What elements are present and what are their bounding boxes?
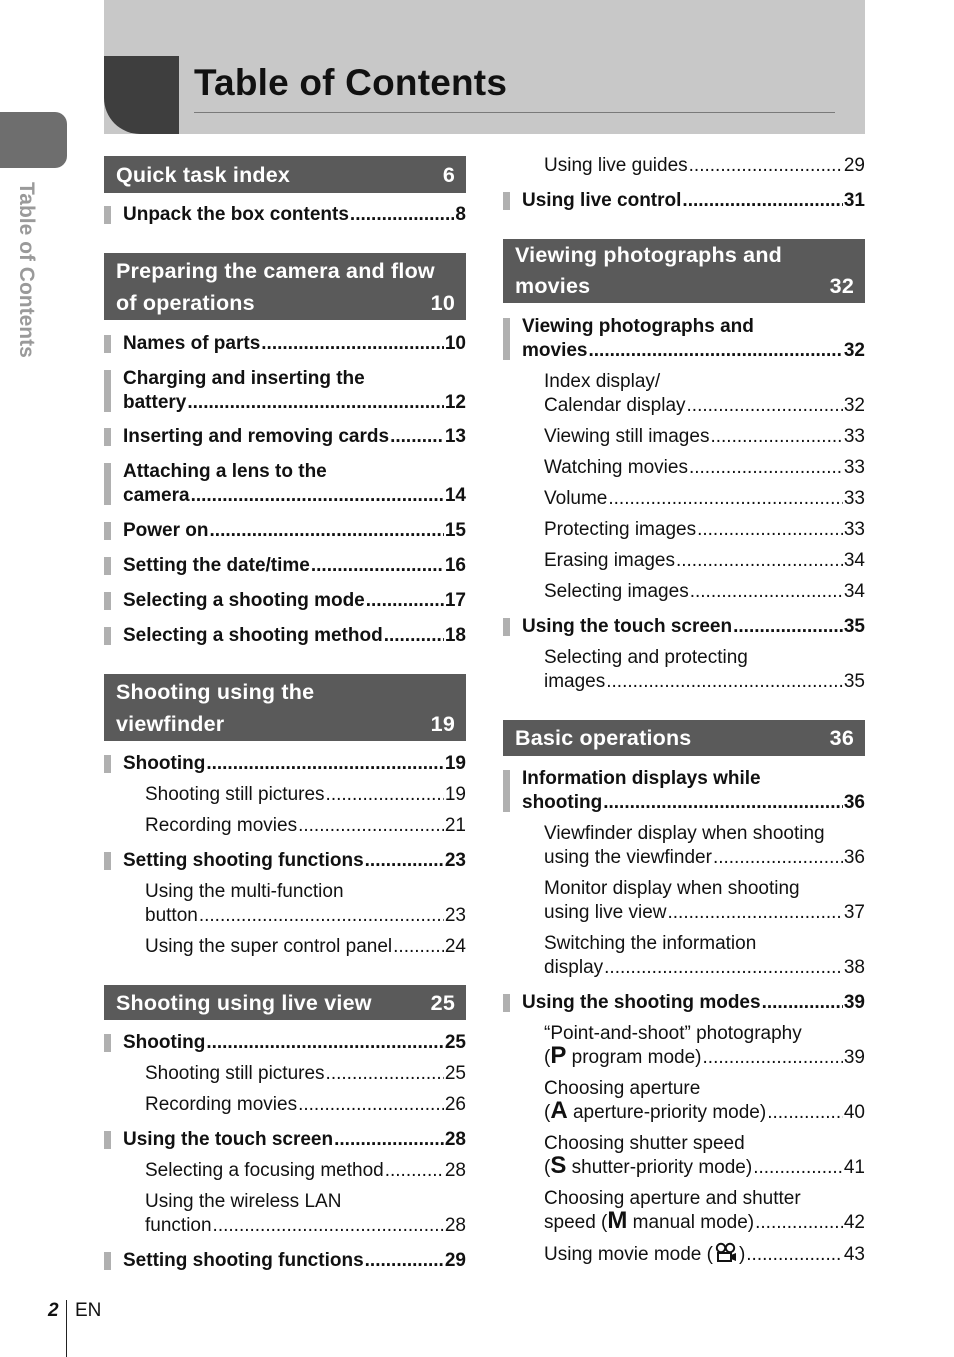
toc-entry-names-of-parts[interactable] (104, 332, 466, 356)
entry-text: Using the touch screen (123, 1129, 334, 1150)
toc-entry-lv-touch[interactable] (104, 1128, 466, 1152)
entry-page: 25 (444, 1032, 466, 1053)
entry-text: Shooting still pictures (145, 1063, 325, 1084)
entry-text: Selecting and protecting (544, 647, 748, 668)
entry-text-cont: using the viewfinder (544, 847, 712, 868)
page-title: Table of Contents (194, 62, 508, 103)
entry-text: Using live control (522, 190, 682, 211)
section-title: Shooting using the viewfinder (116, 680, 315, 736)
toc-entry-aperture-priority[interactable] (503, 1077, 865, 1125)
entry-page: 25 (444, 1063, 466, 1084)
entry-text: Viewing still images (544, 426, 710, 447)
entry-text: Unpack the box contents (123, 204, 349, 225)
toc-entry-lv-shooting[interactable] (104, 1031, 466, 1055)
entry-text: Watching movies (544, 457, 688, 478)
entry-text-cont: program mode) (566, 1047, 702, 1068)
footer-rule (66, 1300, 67, 1357)
entry-page: 10 (444, 333, 466, 354)
entry-text: Setting shooting functions (123, 850, 364, 871)
toc-entry-live-control[interactable] (503, 189, 865, 213)
side-tab-label: Table of Contents (15, 182, 38, 358)
entry-page: 35 (843, 671, 865, 692)
entry-text: Information displays while (522, 768, 761, 789)
section-live-view[interactable] (104, 985, 466, 1020)
entry-page: 36 (843, 792, 865, 813)
entry-page: 37 (843, 902, 865, 923)
entry-text: Shooting still pictures (145, 784, 325, 805)
entry-text: Charging and inserting the (123, 368, 365, 389)
entry-text: Using the shooting modes (522, 992, 761, 1013)
entry-page: 41 (843, 1157, 865, 1178)
entry-text: Index display/ (544, 371, 661, 392)
entry-page: 39 (843, 1047, 865, 1068)
toc-entry-watching-movies[interactable] (503, 456, 865, 480)
entry-text: Monitor display when shooting (544, 878, 800, 899)
entry-text: Selecting a shooting method (123, 625, 383, 646)
toc-entry-monitor-display[interactable] (503, 877, 865, 925)
entry-text-pre: speed ( (544, 1212, 608, 1233)
toc-entry-vf-display[interactable] (503, 822, 865, 870)
toc-entry-index-display[interactable] (503, 370, 865, 418)
section-page: 19 (430, 712, 455, 736)
entry-page: 23 (444, 850, 466, 871)
section-title: Shooting using live view (116, 991, 372, 1015)
entry-text: Viewing photographs and (522, 316, 754, 337)
entry-text: Recording movies (145, 815, 298, 836)
entry-text-cont: movies (522, 340, 588, 361)
toc-entry-lv-movies[interactable] (104, 1093, 466, 1117)
header-accent-block (104, 56, 179, 134)
entry-page: 19 (444, 784, 466, 805)
entry-page: 40 (843, 1102, 865, 1123)
entry-page: 14 (444, 485, 466, 506)
title-rule (194, 112, 835, 113)
toc-entry-vf-multi-function[interactable] (104, 880, 466, 928)
entry-page: 43 (843, 1244, 865, 1265)
entry-text: Setting shooting functions (123, 1250, 364, 1271)
entry-page: 17 (444, 590, 466, 611)
entry-page: 33 (843, 457, 865, 478)
toc-entry-lv-wlan[interactable] (104, 1190, 466, 1238)
entry-text: Choosing aperture and shutter (544, 1188, 801, 1209)
toc-entry-shooting-mode[interactable] (104, 589, 466, 613)
toc-entry-lv-functions[interactable] (104, 1249, 466, 1273)
section-title: Preparing the camera and flow of operations (116, 259, 435, 315)
toc-entry-unpack[interactable] (104, 203, 466, 227)
entry-page: 33 (843, 426, 865, 447)
entry-page: 42 (843, 1212, 865, 1233)
toc-entry-vf-functions[interactable] (104, 849, 466, 873)
aperture-mode-icon: A (550, 1097, 568, 1124)
entry-page: 28 (444, 1215, 466, 1236)
entry-text-cont: shooting (522, 792, 603, 813)
entry-text: Using live guides (544, 155, 688, 176)
language-code: EN (75, 1300, 102, 1321)
toc-entry-viewing-main[interactable] (503, 315, 865, 363)
toc-entry-volume[interactable] (503, 487, 865, 511)
entry-text: Shooting (123, 753, 206, 774)
entry-page: 24 (444, 936, 466, 957)
entry-page: 33 (843, 488, 865, 509)
entry-page: 23 (444, 905, 466, 926)
entry-text-cont: display (544, 957, 604, 978)
entry-text: Switching the information (544, 933, 757, 954)
section-title: Viewing photographs and movies (515, 243, 782, 298)
entry-page: 36 (843, 847, 865, 868)
entry-text-cont: images (544, 671, 606, 692)
entry-text: Power on (123, 520, 209, 541)
entry-page: 34 (843, 581, 865, 602)
program-mode-icon: P (550, 1042, 567, 1069)
entry-page: 13 (444, 426, 466, 447)
toc-entry-live-guides[interactable] (503, 154, 865, 178)
entry-text-cont: Calendar display (544, 395, 686, 416)
section-preparing[interactable] (104, 253, 466, 320)
toc-entry-date-time[interactable] (104, 554, 466, 578)
toc-entry-info-displays[interactable] (503, 767, 865, 815)
entry-page: 39 (843, 992, 865, 1013)
entry-text: Setting the date/time (123, 555, 310, 576)
entry-page: 35 (843, 616, 865, 637)
section-viewing[interactable] (503, 239, 865, 303)
toc-entry-vf-still[interactable] (104, 783, 466, 807)
entry-page: 19 (444, 753, 466, 774)
entry-text: Selecting images (544, 581, 689, 602)
entry-text: Using movie mode ( (544, 1244, 713, 1265)
entry-page: 32 (843, 395, 865, 416)
entry-page: 28 (444, 1160, 466, 1181)
toc-entry-manual-mode[interactable] (503, 1187, 865, 1235)
entry-text: Choosing shutter speed (544, 1133, 745, 1154)
entry-text: Using the touch screen (522, 616, 733, 637)
toc-entry-lv-still[interactable] (104, 1062, 466, 1086)
section-basic-operations[interactable] (503, 720, 865, 756)
toc-entry-vf-super-control[interactable] (104, 935, 466, 959)
left-column (104, 156, 466, 1273)
entry-text: Using the wireless LAN (145, 1191, 342, 1212)
entry-text: Volume (544, 488, 608, 509)
entry-text: Erasing images (544, 550, 675, 571)
toc-entry-cards[interactable] (104, 425, 466, 449)
entry-page: 31 (843, 190, 865, 211)
toc-entry-lens[interactable] (104, 460, 466, 508)
toc-entry-shooting-method[interactable] (104, 624, 466, 648)
entry-text: “Point-and-shoot” photography (544, 1023, 802, 1044)
section-page: 32 (829, 274, 854, 298)
toc-entry-protecting[interactable] (503, 518, 865, 542)
entry-text: Shooting (123, 1032, 206, 1053)
toc-entry-selecting[interactable] (503, 580, 865, 604)
toc-entry-shooting-modes[interactable] (503, 991, 865, 1015)
entry-page: 21 (444, 815, 466, 836)
entry-page: 8 (455, 204, 466, 225)
page-number: 2 (48, 1300, 59, 1321)
section-page: 10 (430, 291, 455, 315)
paren-open: ( (544, 1047, 551, 1068)
entry-page: 15 (444, 520, 466, 541)
toc-entry-shutter-priority[interactable] (503, 1132, 865, 1180)
entry-text-cont: battery (123, 392, 187, 413)
entry-text: Names of parts (123, 333, 261, 354)
section-page: 36 (829, 726, 854, 750)
entry-text: Selecting a focusing method (145, 1160, 384, 1181)
entry-text: Choosing aperture (544, 1078, 701, 1099)
entry-page: 18 (444, 625, 466, 646)
entry-text: Using the super control panel (145, 936, 393, 957)
toc-entry-program-mode[interactable] (503, 1022, 865, 1070)
entry-page: 28 (444, 1129, 466, 1150)
entry-page: 29 (843, 155, 865, 176)
paren-open: ( (544, 1102, 551, 1123)
entry-text: Viewfinder display when shooting (544, 823, 825, 844)
entry-page: 29 (444, 1250, 466, 1271)
entry-text-cont: function (145, 1215, 212, 1236)
toc-entry-movie-mode[interactable] (503, 1242, 865, 1267)
paren-close: ) (738, 1244, 746, 1265)
entry-text-cont: manual mode) (627, 1212, 755, 1233)
movie-camera-icon (713, 1242, 739, 1262)
section-title: Basic operations (515, 726, 692, 750)
toc-entry-power-on[interactable] (104, 519, 466, 543)
entry-page: 34 (843, 550, 865, 571)
section-quick-task-index[interactable] (104, 156, 466, 193)
section-page: 25 (430, 991, 455, 1015)
manual-mode-icon: M (607, 1207, 628, 1234)
entry-page: 33 (843, 519, 865, 540)
toc-entry-vf-shooting[interactable] (104, 752, 466, 776)
entry-page: 38 (843, 957, 865, 978)
entry-page: 26 (444, 1094, 466, 1115)
entry-text: Recording movies (145, 1094, 298, 1115)
shutter-mode-icon: S (550, 1152, 567, 1179)
entry-text: Attaching a lens to the (123, 461, 327, 482)
toc-entry-select-protect[interactable] (503, 646, 865, 694)
side-tab[interactable] (0, 112, 67, 168)
section-viewfinder[interactable] (104, 674, 466, 741)
entry-text: Selecting a shooting mode (123, 590, 365, 611)
section-title: Quick task index (116, 163, 291, 187)
entry-page: 16 (444, 555, 466, 576)
paren-open: ( (544, 1157, 551, 1178)
toc-entry-lv-focus[interactable] (104, 1159, 466, 1183)
toc-entry-vf-movies[interactable] (104, 814, 466, 838)
section-page: 6 (442, 163, 455, 187)
toc-entry-viewing-still[interactable] (503, 425, 865, 449)
toc-entry-viewing-touch[interactable] (503, 615, 865, 639)
entry-text-cont: camera (123, 485, 190, 506)
entry-text-cont: aperture-priority mode) (567, 1102, 767, 1123)
entry-text-cont: button (145, 905, 198, 926)
entry-text: Protecting images (544, 519, 697, 540)
entry-page: 12 (444, 392, 466, 413)
toc-entry-charging[interactable] (104, 367, 466, 415)
entry-text-cont: shutter-priority mode) (566, 1157, 753, 1178)
entry-text-cont: using live view (544, 902, 667, 923)
entry-text: Inserting and removing cards (123, 426, 390, 447)
entry-page: 32 (843, 340, 865, 361)
right-column (503, 154, 865, 1267)
toc-entry-switch-display[interactable] (503, 932, 865, 980)
toc-entry-erasing[interactable] (503, 549, 865, 573)
entry-text: Using the multi-function (145, 881, 344, 902)
